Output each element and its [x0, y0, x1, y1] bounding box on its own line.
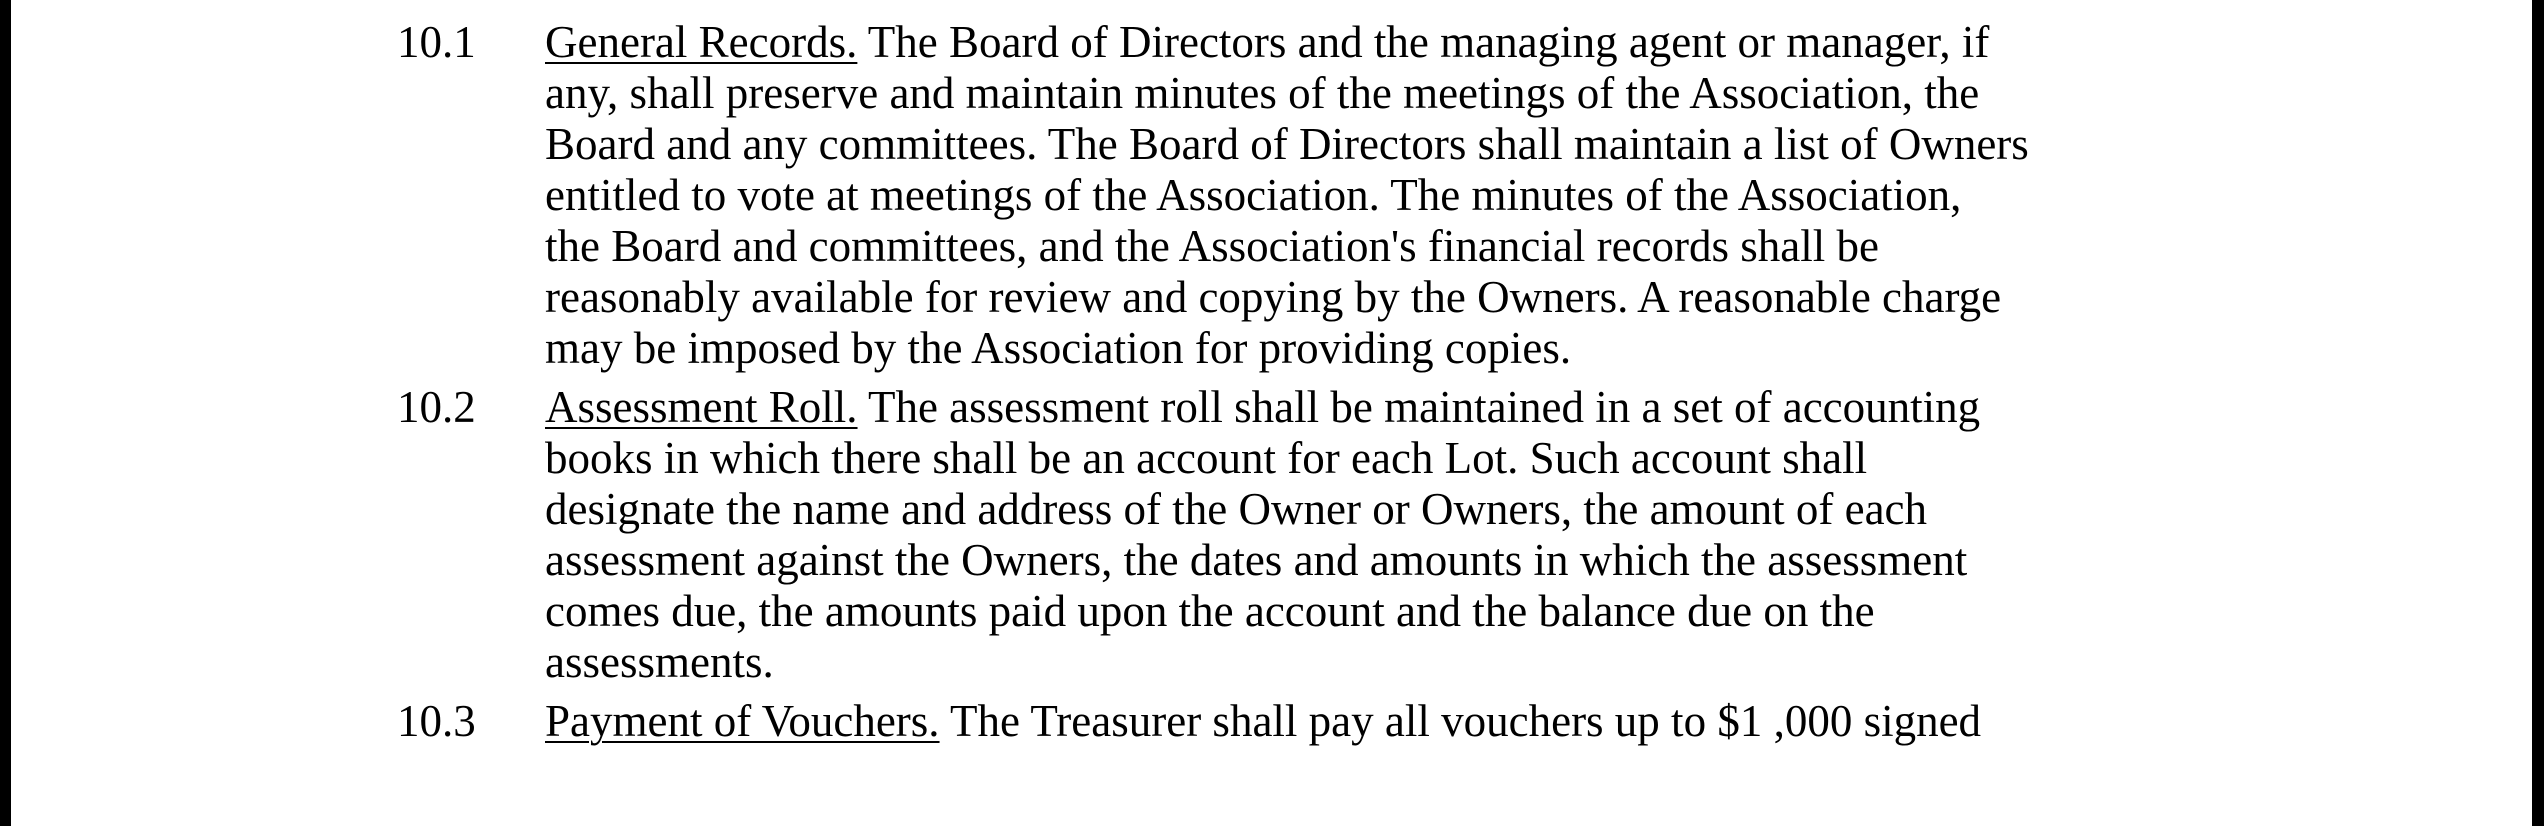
- section-heading: Payment of Vouchers.: [545, 696, 940, 746]
- section-line: [545, 17, 2457, 68]
- section-line: may be imposed by the Association for providing copies.: [545, 323, 1572, 373]
- section-number: 10.3: [397, 696, 476, 746]
- section-line: Board and any committees. The Board of Directors shall maintain a list of Owners: [545, 119, 2029, 169]
- section-line: designate the name and address of the Owner or Owners, the amount of each: [545, 484, 1928, 534]
- section-heading: Assessment Roll.: [545, 382, 858, 432]
- section-body: [545, 696, 2457, 747]
- section-10-2: [397, 382, 2457, 688]
- section-line: entitled to vote at meetings of the Association. The minutes of the Association,: [545, 170, 1962, 220]
- section-line: [545, 696, 2457, 747]
- section-number: 10.1: [397, 17, 476, 67]
- section-text: The Treasurer shall pay all vouchers up to $1 ,000 signed: [939, 696, 1982, 746]
- section-line: reasonably available for review and copying by the Owners. A reasonable charge: [545, 272, 2002, 322]
- scan-left-border: [0, 0, 11, 826]
- section-text: The Board of Directors and the managing agent or manager, if: [857, 17, 1990, 67]
- section-line: assessments.: [545, 637, 774, 687]
- section-line: comes due, the amounts paid upon the account and the balance due on the: [545, 586, 1875, 636]
- section-heading: General Records.: [545, 17, 858, 67]
- section-10-3: [397, 696, 2457, 747]
- section-line: assessment against the Owners, the dates and amounts in which the assessment: [545, 535, 1968, 585]
- section-line: any, shall preserve and maintain minutes of the meetings of the Association, the: [545, 68, 1980, 118]
- scan-right-border: [2532, 0, 2544, 826]
- section-body: [545, 382, 2457, 688]
- section-10-1: [397, 17, 2457, 374]
- sections-list: [397, 17, 2457, 755]
- section-line: [545, 382, 2457, 433]
- section-line: books in which there shall be an account for each Lot. Such account shall: [545, 433, 1868, 483]
- section-text: The assessment roll shall be maintained in a set of accounting: [857, 382, 1981, 432]
- section-line: the Board and committees, and the Association's financial records shall be: [545, 221, 1879, 271]
- section-body: [545, 17, 2457, 374]
- section-number: 10.2: [397, 382, 476, 432]
